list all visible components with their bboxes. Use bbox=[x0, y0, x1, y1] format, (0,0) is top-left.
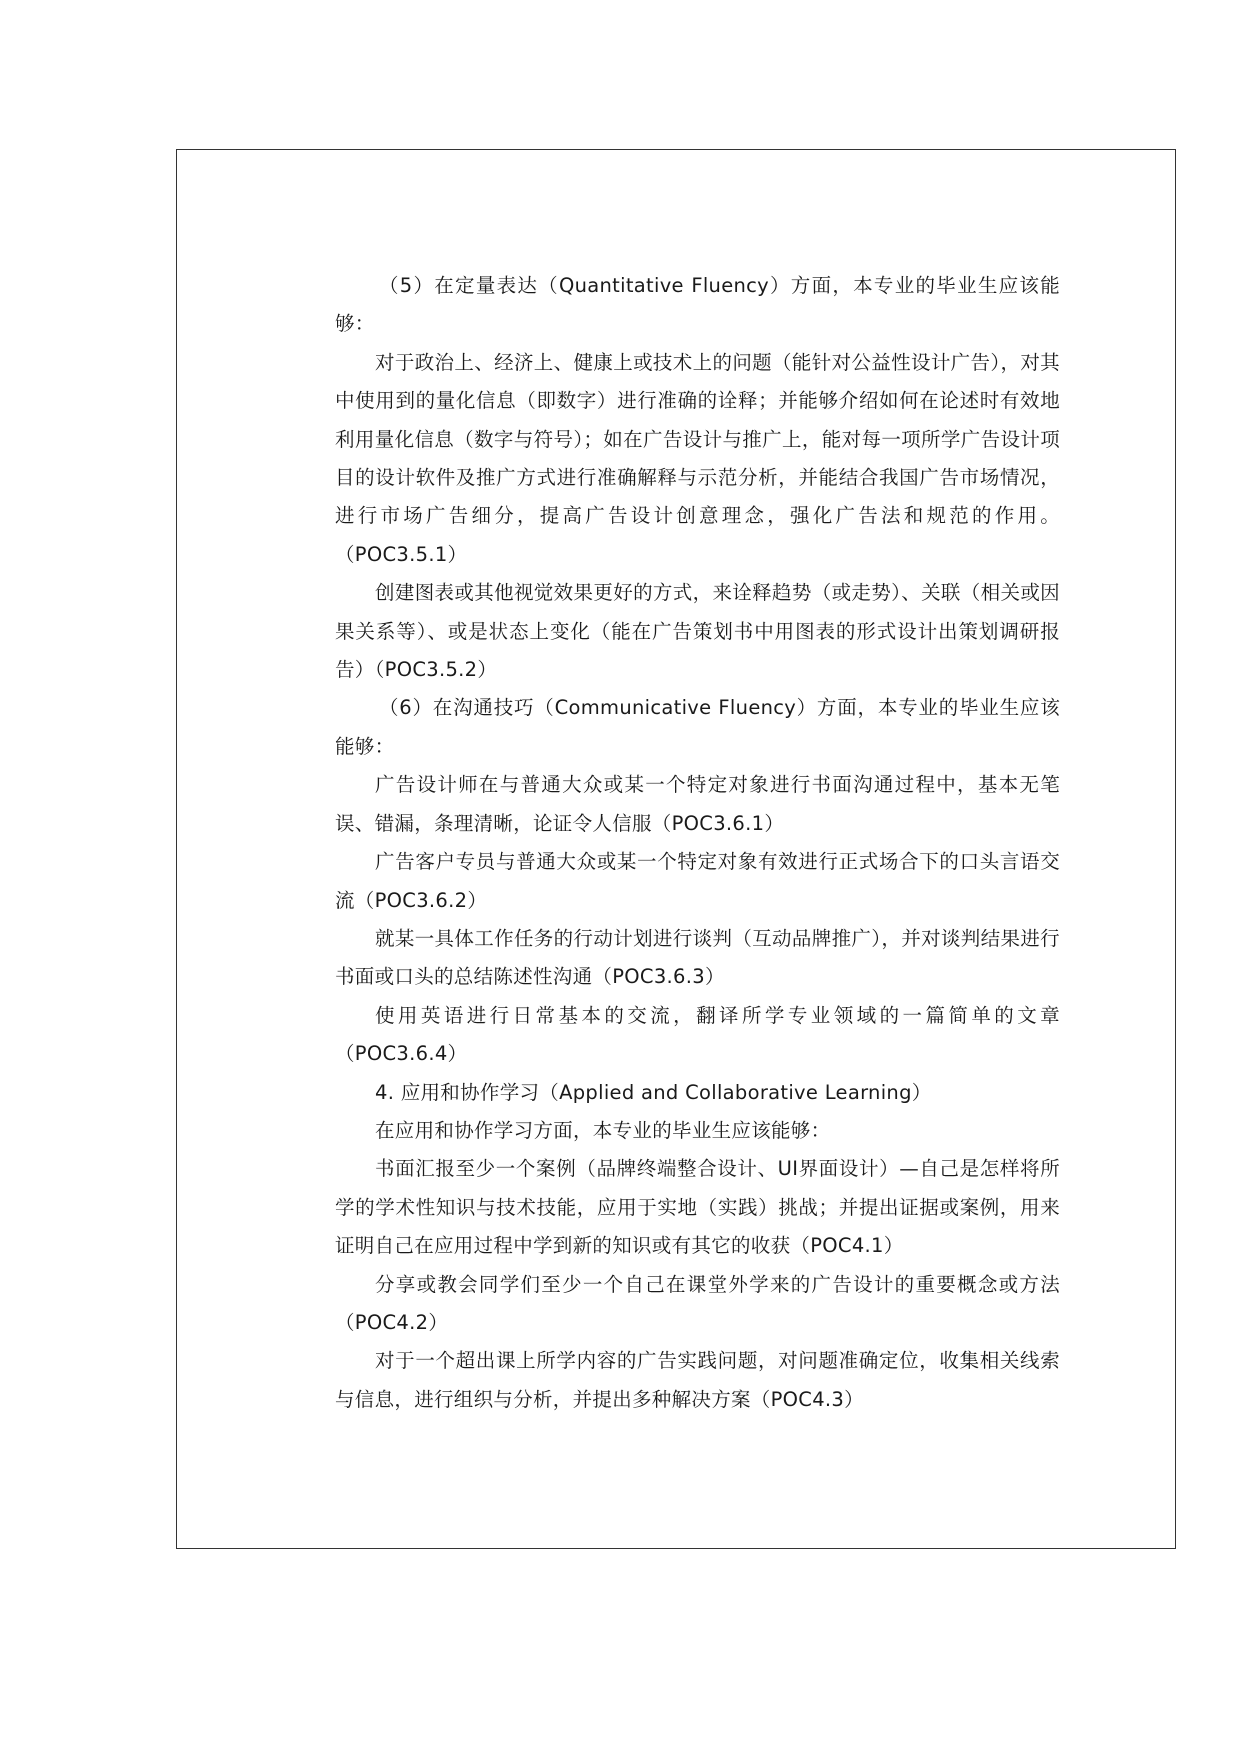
section-heading-communicative-fluency: （6）在沟通技巧（Communicative Fluency）方面，本专业的毕业生应该能够： bbox=[335, 696, 1060, 758]
paragraph-poc-3-6-4: 使用英语进行日常基本的交流，翻译所学专业领域的一篇简单的文章（POC3.6.4） bbox=[335, 1003, 1060, 1066]
paragraph-poc-3-6-2: 广告客户专员与普通大众或某一个特定对象有效进行正式场合下的口头言语交流（POC3.6.2） bbox=[335, 850, 1060, 912]
paragraph-poc-3-5-2: 创建图表或其他视觉效果更好的方式，来诠释趋势（或走势）、关联（相关或因果关系等）、或是状态上变化（能在广告策划书中用图表的形式设计出策划调研报告）（POC3.5.2） bbox=[335, 581, 1060, 682]
paragraph-poc-4-3: 对于一个超出课上所学内容的广告实践问题，对问题准确定位，收集相关线索与信息，进行组织与分析，并提出多种解决方案（POC4.3） bbox=[335, 1349, 1060, 1411]
paragraph-poc-4-2: 分享或教会同学们至少一个自己在课堂外学来的广告设计的重要概念或方法（POC4.2） bbox=[335, 1272, 1060, 1334]
paragraph-poc-4-1: 书面汇报至少一个案例（品牌终端整合设计、UI界面设计）—自己是怎样将所学的学术性知识与技术技能，应用于实地（实践）挑战；并提出证据或案例，用来证明自己在应用过程中学到新的知识或有其它的收获（POC4.1） bbox=[335, 1157, 1060, 1258]
paragraph-poc-3-6-3: 就某一具体工作任务的行动计划进行谈判（互动品牌推广），并对谈判结果进行书面或口头的总结陈述性沟通（POC3.6.3） bbox=[335, 926, 1060, 989]
section-heading-quantitative-fluency: （5）在定量表达（Quantitative Fluency）方面，本专业的毕业生应该能够： bbox=[335, 274, 1060, 336]
paragraph-poc-3-5-1: 对于政治上、经济上、健康上或技术上的问题（能针对公益性设计广告），对其中使用到的量化信息（即数字）进行准确的诠释；并能够介绍如何在论述时有效地利用量化信息（数字与符号）；如在广告设计与推广上，能对每一项所学广告设计项目的设计软件及推广方式进行准确解释与示范分析，并能结合我国广告市场情况，进行市场广告细分，提高广告设计创意理念，强化广告法和规范的作用。（POC3.5.1） bbox=[335, 350, 1060, 566]
paragraph-poc-3-6-1: 广告设计师在与普通大众或某一个特定对象进行书面沟通过程中，基本无笔误、错漏，条理清晰，论证令人信服（POC3.6.1） bbox=[335, 773, 1060, 835]
document-body bbox=[335, 267, 1060, 1419]
paragraph-applied-intro: 在应用和协作学习方面，本专业的毕业生应该能够： bbox=[375, 1118, 831, 1142]
section-heading-applied-collaborative-learning: 4. 应用和协作学习（Applied and Collaborative Learning） bbox=[375, 1080, 932, 1104]
